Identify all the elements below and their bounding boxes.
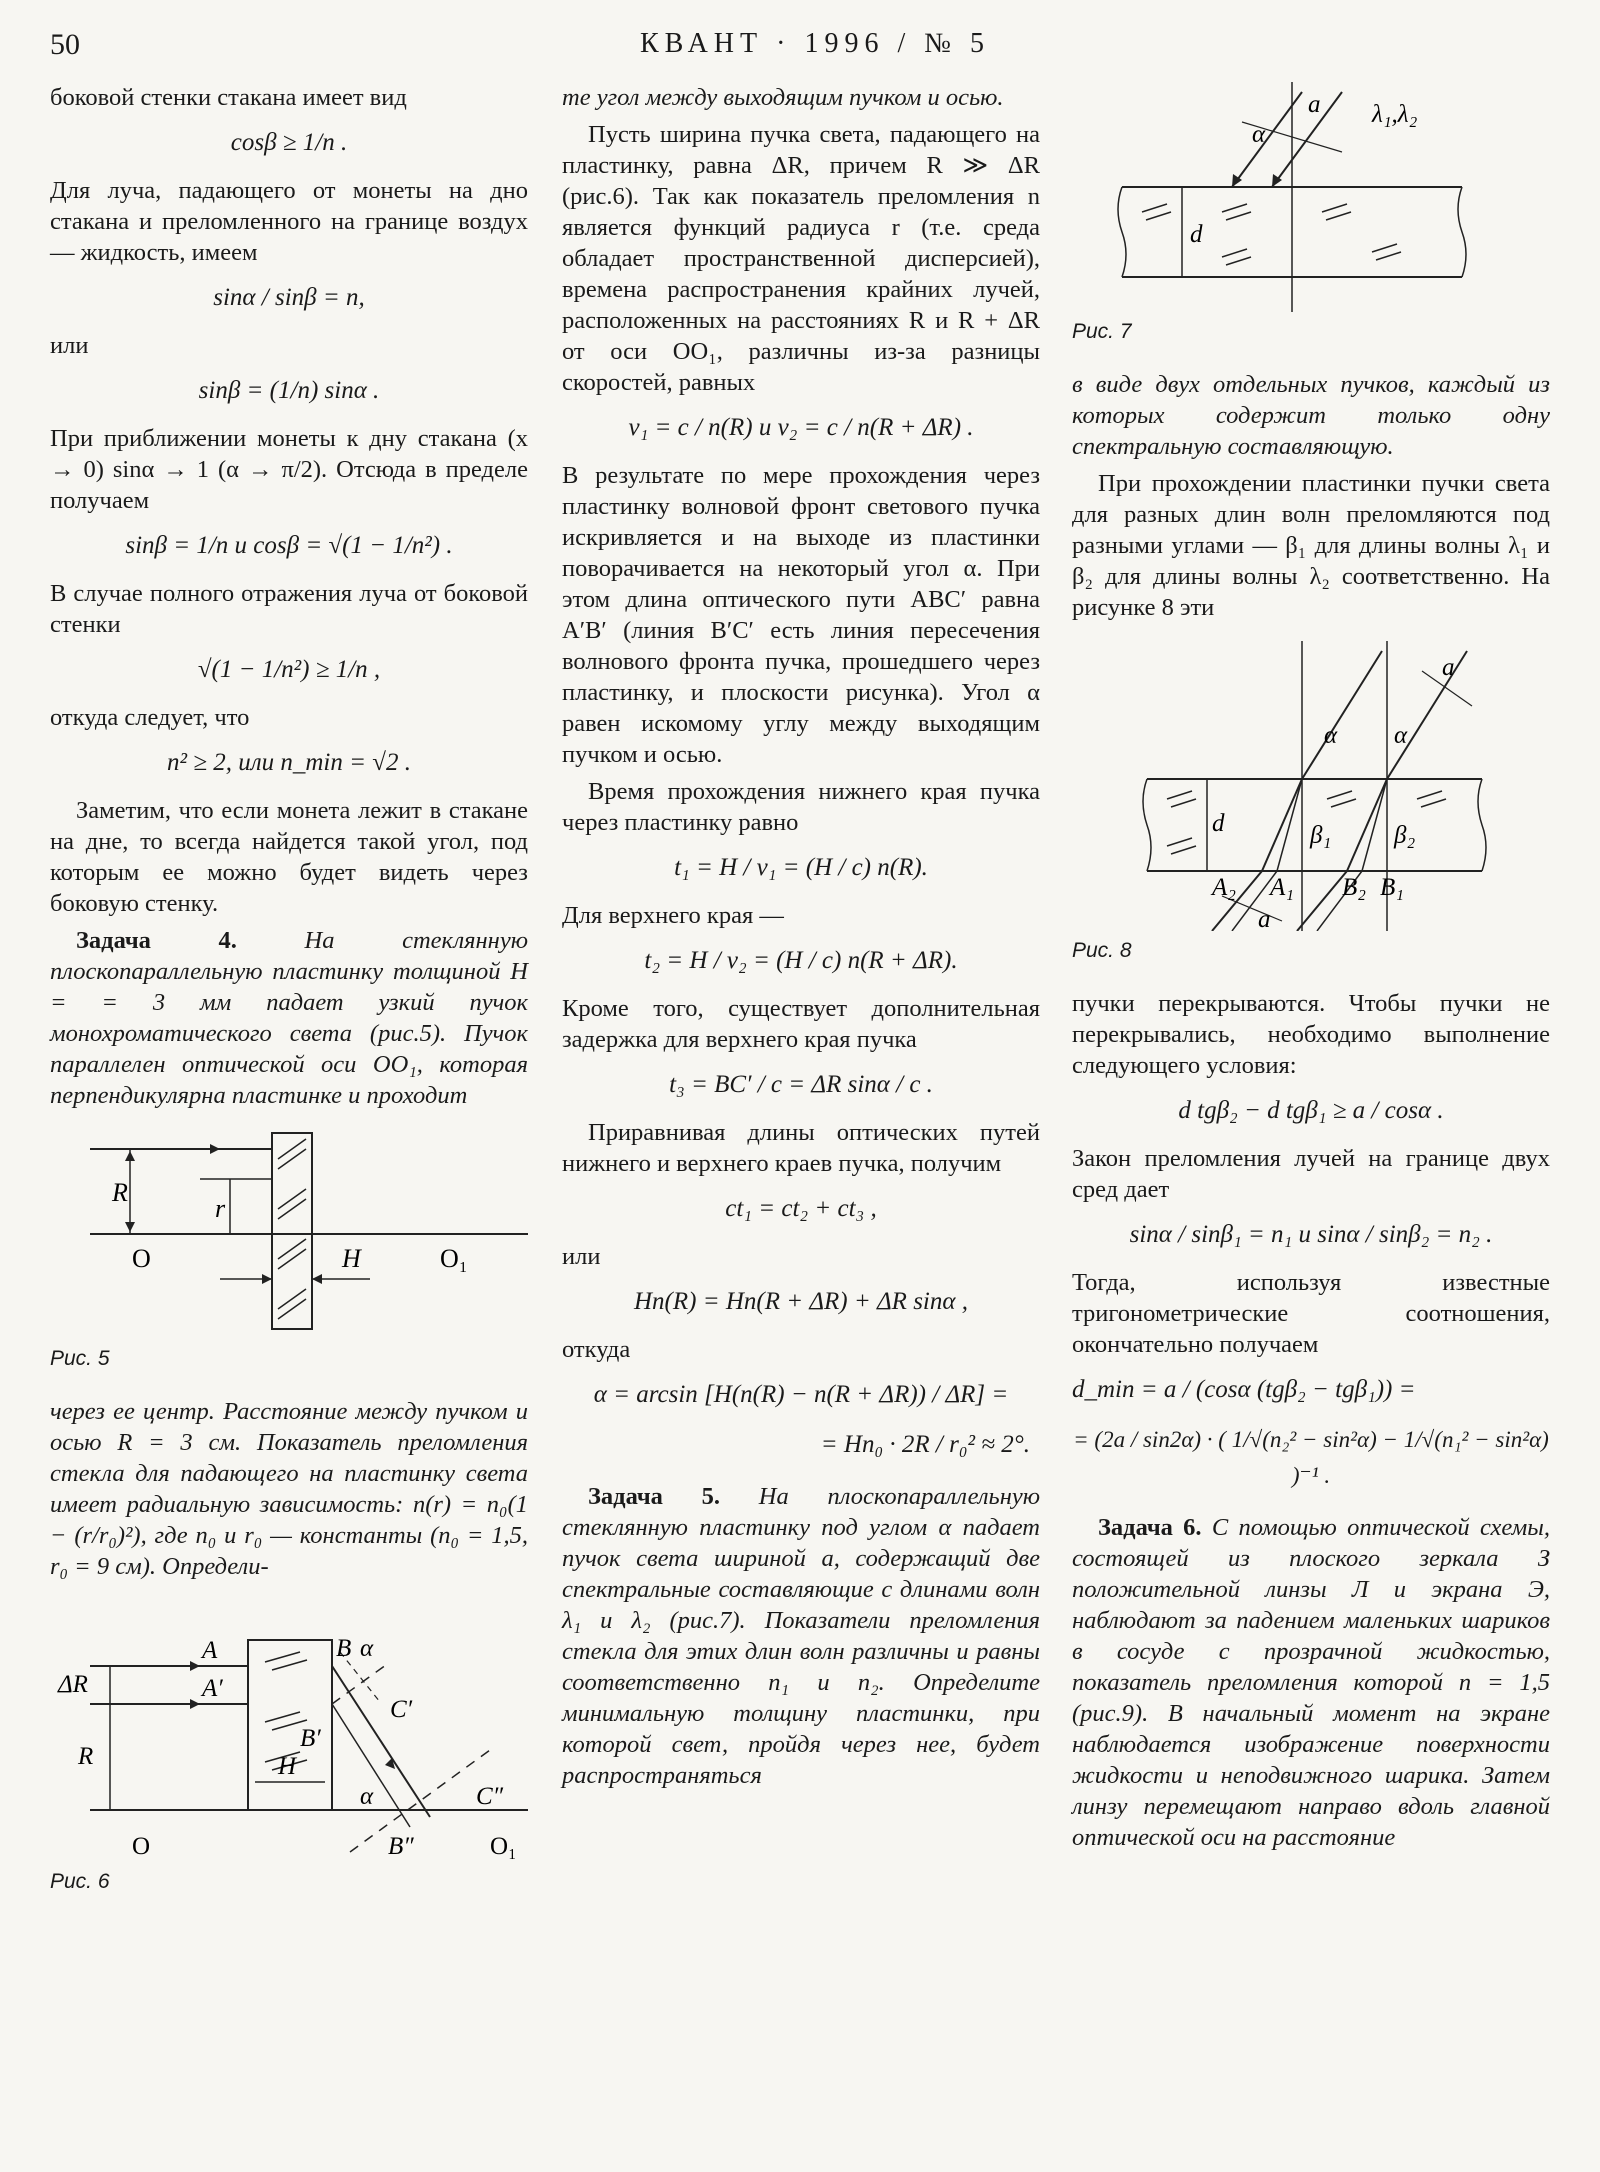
task-label: Задача 4. xyxy=(76,927,237,954)
label-A-prime: A′ xyxy=(202,1675,223,1702)
task-text: На стеклянную плоскопараллельную пластинку толщиной H = = 3 мм падает узкий пучок монохроматического света (рис.5). Пучок параллелен оптической оси OO₁, которая перпендикулярна пластинке и проходит xyxy=(50,927,528,1109)
label-alpha: α xyxy=(1394,722,1408,749)
formula: sinα / sinβ₁ = n₁ и sinα / sinβ₂ = n₂ . xyxy=(1129,1221,1493,1248)
label-B1: B₁ xyxy=(1380,874,1404,901)
column-2 xyxy=(562,82,1040,1797)
paragraph: пучки перекрываются. Чтобы пучки не перекрывались, необходимо выполнение следующего условия: xyxy=(1072,990,1550,1079)
figure-8 xyxy=(1072,631,1550,931)
task-label: Задача 6. xyxy=(1098,1514,1202,1541)
task-label: Задача 5. xyxy=(588,1483,721,1510)
label-alpha: α xyxy=(1252,121,1266,148)
label-lambda: λ₁,λ₂ xyxy=(1372,101,1418,128)
task-5 xyxy=(562,1481,1040,1791)
label-a: a xyxy=(1308,91,1321,118)
label-beta-1: β₁ xyxy=(1310,822,1332,849)
task-4 xyxy=(50,925,528,1111)
formula: = (2a / sin2α) · ( 1/√(n₂² − sin²α) − 1/√(n₁² − sin²α) )⁻¹ . xyxy=(1073,1427,1549,1488)
paragraph: откуда xyxy=(562,1336,631,1363)
arrow-right-icon xyxy=(210,1144,220,1154)
label-a: a xyxy=(1258,906,1271,931)
formula: ct₁ = ct₂ + ct₃ , xyxy=(725,1195,877,1222)
formula: t₂ = H / v₂ = (H / c) n(R + ΔR). xyxy=(644,947,958,974)
paragraph: или xyxy=(562,1243,601,1270)
paragraph: Приравнивая длины оптических путей нижнего и верхнего краев пучка, получим xyxy=(562,1119,1040,1177)
formula: n² ≥ 2, или n_min = √2 . xyxy=(167,749,411,776)
paragraph: Для луча, падающего от монеты на дно стакана и преломленного на границе воздух — жидкость, имеем xyxy=(50,177,528,266)
label-alpha: α xyxy=(360,1635,374,1662)
formula: t₁ = H / v₁ = (H / c) n(R). xyxy=(674,854,928,881)
label-d: d xyxy=(1212,810,1225,837)
label-O1: O₁ xyxy=(490,1833,517,1860)
formula: cosβ ≥ 1/n . xyxy=(230,129,348,156)
paragraph: Кроме того, существует дополнительная задержка для верхнего края пучка xyxy=(562,995,1040,1053)
label-B-prime: B′ xyxy=(300,1725,321,1752)
formula: α = arcsin [H(n(R) − n(R + ΔR)) / ΔR] = xyxy=(593,1381,1009,1408)
paragraph: В случае полного отражения луча от боковой стенки xyxy=(50,580,528,638)
figure-5 xyxy=(50,1119,528,1339)
label-B: B xyxy=(336,1635,352,1662)
paragraph: или xyxy=(50,332,89,359)
formula: sinβ = (1/n) sinα . xyxy=(198,377,380,404)
task-6 xyxy=(1072,1512,1550,1853)
label-B2: B₂ xyxy=(1342,874,1366,901)
formula: d tgβ₂ − d tgβ₁ ≥ a / cosα . xyxy=(1178,1097,1444,1124)
label-B-double-prime: B″ xyxy=(388,1833,414,1860)
task-text: С помощью оптической схемы, состоящей из плоского зеркала З положительной линзы Л и экрана Э, наблюдают за падением маленьких шариков в сосуде с прозрачной жидкостью, показатель преломления которой n = 1,5 (рис.9). В начальный момент на экране наблюдается изображение поверхности жидкости и неподвижного шарика. Затем линзу перемещают направо вдоль главной оптической оси на расстояние xyxy=(1072,1514,1550,1851)
label-a: a xyxy=(1442,654,1455,681)
paragraph: боковой стенки стакана имеет вид xyxy=(50,84,407,111)
figure-caption: Рис. 8 xyxy=(1072,939,1132,962)
figure-caption: Рис. 7 xyxy=(1072,320,1132,343)
figure-7 xyxy=(1072,82,1550,312)
task-text: На плоскопараллельную стеклянную пластинку под углом α падает пучок света шириной a, содержащий две спектральные составляющие с длинами волн λ₁ и λ₂ (рис.7). Показатели преломления стекла для этих длин волн различны и равны соответственно n₁ и n₂. Определите минимальную толщину пластинки, при которой свет, пройдя через нее, будет распространяться xyxy=(562,1483,1040,1789)
paragraph: Время прохождения нижнего края пучка через пластинку равно xyxy=(562,778,1040,836)
formula: t₃ = BC′ / c = ΔR sinα / c . xyxy=(669,1071,933,1098)
figure-caption: Рис. 6 xyxy=(50,1870,110,1893)
formula: = Hn₀ · 2R / r₀² ≈ 2°. xyxy=(820,1431,1030,1458)
paragraph: При прохождении пластинки пучки света для разных длин волн преломляются под разными углами — β₁ для длины волны λ₁ и β₂ для длины волны λ₂ соответственно. На рисунке 8 эти xyxy=(1072,470,1550,621)
label-d: d xyxy=(1190,221,1203,248)
label-H: H xyxy=(342,1244,361,1273)
column-1 xyxy=(50,82,528,1919)
label-alpha: α xyxy=(360,1783,374,1810)
label-O: O xyxy=(132,1833,151,1860)
formula: Hn(R) = Hn(R + ΔR) + ΔR sinα , xyxy=(634,1288,968,1315)
paragraph: Для верхнего края — xyxy=(562,902,784,929)
page-number: 50 xyxy=(50,28,80,61)
figure-6 xyxy=(50,1622,528,1862)
arrow-down-icon xyxy=(125,1222,135,1232)
label-H: H xyxy=(278,1753,297,1780)
paragraph: Тогда, используя известные тригонометрические соотношения, окончательно получаем xyxy=(1072,1269,1550,1358)
figure-caption: Рис. 5 xyxy=(50,1347,110,1370)
paragraph: в виде двух отдельных пучков, каждый из которых содержит только одну спектральную составляющую. xyxy=(1072,371,1550,460)
paragraph: Закон преломления лучей на границе двух сред дает xyxy=(1072,1145,1550,1203)
formula: sinα / sinβ = n, xyxy=(213,284,365,311)
label-R: R xyxy=(78,1743,94,1770)
journal-header: КВАНТ · 1996 / № 5 xyxy=(640,28,990,59)
formula: sinβ = 1/n и cosβ = √(1 − 1/n²) . xyxy=(125,532,453,559)
label-A2: A₂ xyxy=(1212,874,1236,901)
label-A1: A₁ xyxy=(1270,874,1294,901)
formula: d_min = a / (cosα (tgβ₂ − tgβ₁)) = xyxy=(1072,1376,1416,1403)
paragraph: те угол между выходящим пучком и осью. xyxy=(562,84,1004,111)
formula: v₁ = c / n(R) и v₂ = c / n(R + ΔR) . xyxy=(628,414,974,441)
label-R: R xyxy=(112,1178,128,1207)
paragraph: При приближении монеты к дну стакана (x → 0) sinα → 1 (α → π/2). Отсюда в пределе получаем xyxy=(50,425,528,514)
arrow-left-icon xyxy=(312,1274,322,1284)
column-3 xyxy=(1072,82,1550,1859)
arrow-right-icon xyxy=(262,1274,272,1284)
arrow-right-icon xyxy=(190,1661,200,1671)
label-A: A xyxy=(202,1637,218,1664)
label-r: r xyxy=(215,1194,226,1223)
label-O1: O₁ xyxy=(440,1244,468,1273)
label-O: O xyxy=(132,1244,151,1273)
label-beta-2: β₂ xyxy=(1394,822,1416,849)
label-alpha: α xyxy=(1324,722,1338,749)
paragraph: Пусть ширина пучка света, падающего на пластинку, равна ΔR, причем R ≫ ΔR (рис.6). Так как показатель преломления n является функций радиуса r (т.е. среда обладает пространственной дисперсией), времена распространения крайних лучей, расположенных на расстояниях R и R + ΔR от оси OO₁, различны из-за разницы скоростей, равных xyxy=(562,121,1040,396)
label-C-double-prime: C″ xyxy=(476,1783,504,1810)
paragraph: откуда следует, что xyxy=(50,704,250,731)
paragraph: В результате по мере прохождения через пластинку волновой фронт светового пучка искривляется и на выходе из пластинки поворачивается на некоторый угол α. При этом длина оптического пути ABC′ равна A′B′ (линия B′C′ есть линия пересечения волнового фронта пучка, прошедшего через пластинку, и плоскости рисунка). Угол α равен искомому углу между выходящим пучком и осью. xyxy=(562,462,1040,768)
label-delta-R: ΔR xyxy=(58,1671,88,1698)
formula: √(1 − 1/n²) ≥ 1/n , xyxy=(197,656,381,683)
paragraph: Заметим, что если монета лежит в стакане на дне, то всегда найдется такой угол, под которым ее можно будет видеть через боковую стенку. xyxy=(50,797,528,917)
label-C-prime: C′ xyxy=(390,1696,413,1723)
arrow-up-icon xyxy=(125,1151,135,1161)
paragraph: через ее центр. Расстояние между пучком и осью R = 3 см. Показатель преломления стекла для падающего на пластинку света имеет радиальную зависимость: n(r) = n₀(1 − (r/r₀)²), где n₀ и r₀ — константы (n₀ = 1,5, r₀ = 9 см). Определи- xyxy=(50,1398,528,1580)
arrow-right-icon xyxy=(190,1699,200,1709)
